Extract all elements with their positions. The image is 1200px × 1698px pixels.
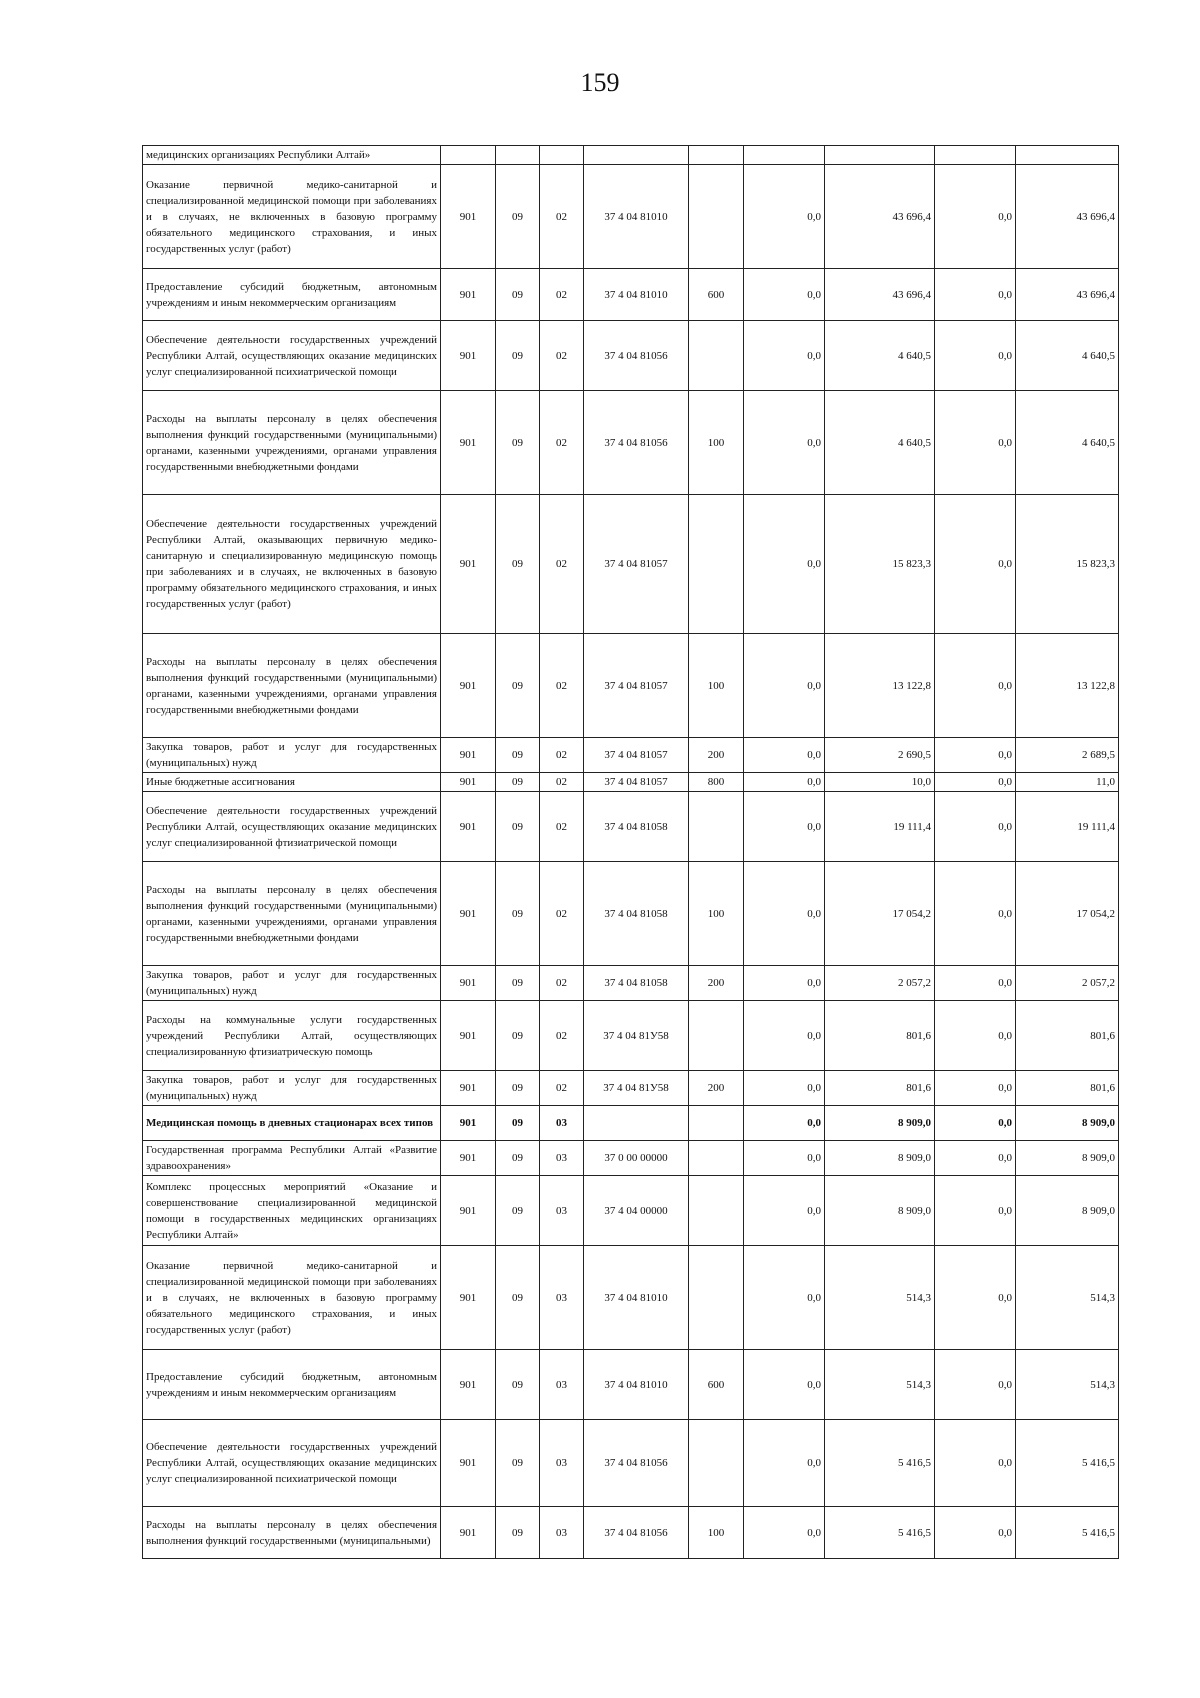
amount-cell: 0,0 — [744, 391, 825, 495]
item-description: Закупка товаров, работ и услуг для государственных (муниципальных) нужд — [143, 966, 441, 1001]
table-row — [143, 1246, 1119, 1350]
target-article-code: 37 4 04 81058 — [584, 792, 689, 862]
amount-cell: 0,0 — [935, 738, 1016, 773]
amount-cell: 2 690,5 — [825, 738, 935, 773]
target-article-code: 37 0 00 00000 — [584, 1141, 689, 1176]
subsection-code: 02 — [540, 738, 584, 773]
admin-code: 901 — [441, 1350, 496, 1420]
table-row — [143, 1141, 1119, 1176]
amount-cell: 4 640,5 — [1016, 321, 1119, 391]
amount-cell: 0,0 — [744, 738, 825, 773]
amount-cell: 0,0 — [744, 634, 825, 738]
subsection-code: 03 — [540, 1246, 584, 1350]
target-article-code: 37 4 04 81010 — [584, 1246, 689, 1350]
item-description: Оказание первичной медико-санитарной и специализированной медицинской помощи при заболеваниях и в случаях, не включенных в базовую программу обязательного медицинского страхования, и иных государственных услуг (работ) — [143, 165, 441, 269]
amount-cell: 0,0 — [935, 1001, 1016, 1071]
expense-type-code: 600 — [689, 269, 744, 321]
target-article-code: 37 4 04 81057 — [584, 634, 689, 738]
admin-code: 901 — [441, 165, 496, 269]
amount-cell: 8 909,0 — [1016, 1106, 1119, 1141]
subsection-code: 02 — [540, 792, 584, 862]
subsection-code: 03 — [540, 1106, 584, 1141]
admin-code: 901 — [441, 1071, 496, 1106]
table-row — [143, 321, 1119, 391]
amount-cell: 801,6 — [825, 1071, 935, 1106]
expense-type-code: 100 — [689, 391, 744, 495]
amount-cell: 0,0 — [744, 1246, 825, 1350]
amount-cell: 2 689,5 — [1016, 738, 1119, 773]
table-row — [143, 1350, 1119, 1420]
amount-cell: 10,0 — [825, 773, 935, 792]
subsection-code: 02 — [540, 1001, 584, 1071]
table-row — [143, 391, 1119, 495]
budget-table — [142, 145, 1119, 1559]
amount-cell: 0,0 — [744, 269, 825, 321]
section-code: 09 — [496, 1106, 540, 1141]
table-row — [143, 634, 1119, 738]
section-code: 09 — [496, 1071, 540, 1106]
table-row — [143, 1071, 1119, 1106]
target-article-code: 37 4 04 81010 — [584, 269, 689, 321]
expense-type-code — [689, 1141, 744, 1176]
amount-cell: 0,0 — [744, 1001, 825, 1071]
amount-cell: 0,0 — [935, 1106, 1016, 1141]
amount-cell: 13 122,8 — [825, 634, 935, 738]
amount-cell — [935, 146, 1016, 165]
amount-cell: 0,0 — [935, 862, 1016, 966]
subsection-code: 02 — [540, 773, 584, 792]
amount-cell: 514,3 — [1016, 1350, 1119, 1420]
amount-cell: 5 416,5 — [825, 1507, 935, 1559]
table-row — [143, 1176, 1119, 1246]
amount-cell: 8 909,0 — [825, 1106, 935, 1141]
amount-cell — [825, 146, 935, 165]
section-code: 09 — [496, 738, 540, 773]
item-description: Обеспечение деятельности государственных учреждений Республики Алтай, оказывающих первичную медико-санитарную и специализированную медицинскую помощь при заболеваниях и в случаях, не включенных в базовую программу обязательного медицинского страхования, и иных государственных услуг (работ) — [143, 495, 441, 634]
admin-code: 901 — [441, 862, 496, 966]
amount-cell: 17 054,2 — [1016, 862, 1119, 966]
section-code: 09 — [496, 495, 540, 634]
amount-cell: 0,0 — [744, 1141, 825, 1176]
amount-cell: 2 057,2 — [825, 966, 935, 1001]
amount-cell: 0,0 — [744, 792, 825, 862]
amount-cell: 5 416,5 — [1016, 1507, 1119, 1559]
amount-cell: 43 696,4 — [825, 165, 935, 269]
amount-cell: 0,0 — [935, 269, 1016, 321]
table-row — [143, 1106, 1119, 1141]
amount-cell: 0,0 — [935, 634, 1016, 738]
section-code: 09 — [496, 321, 540, 391]
admin-code: 901 — [441, 391, 496, 495]
subsection-code: 03 — [540, 1350, 584, 1420]
expense-type-code — [689, 1001, 744, 1071]
amount-cell: 15 823,3 — [1016, 495, 1119, 634]
subsection-code: 02 — [540, 321, 584, 391]
table-row — [143, 966, 1119, 1001]
amount-cell: 0,0 — [935, 1176, 1016, 1246]
table-row — [143, 1507, 1119, 1559]
subsection-code: 02 — [540, 391, 584, 495]
admin-code: 901 — [441, 1001, 496, 1071]
admin-code: 901 — [441, 1507, 496, 1559]
amount-cell: 43 696,4 — [1016, 165, 1119, 269]
item-description: Обеспечение деятельности государственных учреждений Республики Алтай, осуществляющих оказание медицинских услуг специализированной фтизиатрической помощи — [143, 792, 441, 862]
table-row — [143, 773, 1119, 792]
subsection-code: 02 — [540, 966, 584, 1001]
amount-cell: 0,0 — [935, 165, 1016, 269]
expense-type-code: 200 — [689, 966, 744, 1001]
expense-type-code: 100 — [689, 862, 744, 966]
item-description: Обеспечение деятельности государственных учреждений Республики Алтай, осуществляющих оказание медицинских услуг специализированной психиатрической помощи — [143, 1420, 441, 1507]
subsection-code: 03 — [540, 1176, 584, 1246]
page-number: 159 — [580, 68, 620, 97]
target-article-code: 37 4 04 81У58 — [584, 1001, 689, 1071]
subsection-code: 02 — [540, 1071, 584, 1106]
table-row — [143, 738, 1119, 773]
section-code: 09 — [496, 792, 540, 862]
amount-cell: 11,0 — [1016, 773, 1119, 792]
expense-type-code — [689, 165, 744, 269]
target-article-code: 37 4 04 81У58 — [584, 1071, 689, 1106]
expense-type-code — [689, 1106, 744, 1141]
amount-cell: 8 909,0 — [1016, 1176, 1119, 1246]
amount-cell: 13 122,8 — [1016, 634, 1119, 738]
amount-cell: 514,3 — [825, 1246, 935, 1350]
amount-cell: 801,6 — [825, 1001, 935, 1071]
expense-type-code — [689, 146, 744, 165]
amount-cell: 514,3 — [825, 1350, 935, 1420]
amount-cell: 0,0 — [935, 1071, 1016, 1106]
item-description: Расходы на коммунальные услуги государственных учреждений Республики Алтай, осуществляющих специализированную фтизиатрическую помощь — [143, 1001, 441, 1071]
table-row — [143, 1001, 1119, 1071]
expense-type-code: 800 — [689, 773, 744, 792]
amount-cell: 514,3 — [1016, 1246, 1119, 1350]
amount-cell: 8 909,0 — [1016, 1141, 1119, 1176]
amount-cell: 0,0 — [935, 1141, 1016, 1176]
section-code: 09 — [496, 165, 540, 269]
amount-cell: 0,0 — [935, 1350, 1016, 1420]
section-code: 09 — [496, 391, 540, 495]
item-description: Закупка товаров, работ и услуг для государственных (муниципальных) нужд — [143, 1071, 441, 1106]
admin-code: 901 — [441, 634, 496, 738]
admin-code: 901 — [441, 1420, 496, 1507]
expense-type-code: 200 — [689, 738, 744, 773]
amount-cell: 0,0 — [935, 1246, 1016, 1350]
subsection-code: 02 — [540, 269, 584, 321]
amount-cell: 0,0 — [744, 1071, 825, 1106]
target-article-code: 37 4 04 81010 — [584, 1350, 689, 1420]
item-description: Расходы на выплаты персоналу в целях обеспечения выполнения функций государственными (муниципальными) органами, казенными учреждениями, органами управления государственными внебюджетными фондами — [143, 862, 441, 966]
admin-code: 901 — [441, 1246, 496, 1350]
admin-code: 901 — [441, 1106, 496, 1141]
subsection-code — [540, 146, 584, 165]
admin-code: 901 — [441, 1176, 496, 1246]
item-description: Расходы на выплаты персоналу в целях обеспечения выполнения функций государственными (муниципальными) органами, казенными учреждениями, органами управления государственными внебюджетными фондами — [143, 391, 441, 495]
amount-cell: 0,0 — [935, 792, 1016, 862]
admin-code: 901 — [441, 1141, 496, 1176]
table-body — [143, 146, 1119, 1559]
subsection-code: 03 — [540, 1420, 584, 1507]
section-code — [496, 146, 540, 165]
section-code: 09 — [496, 1420, 540, 1507]
target-article-code: 37 4 04 81057 — [584, 773, 689, 792]
target-article-code: 37 4 04 81056 — [584, 1420, 689, 1507]
item-description: Медицинская помощь в дневных стационарах всех типов — [143, 1106, 441, 1141]
table-row — [143, 146, 1119, 165]
amount-cell: 15 823,3 — [825, 495, 935, 634]
admin-code: 901 — [441, 269, 496, 321]
table-row — [143, 495, 1119, 634]
admin-code — [441, 146, 496, 165]
amount-cell — [1016, 146, 1119, 165]
amount-cell: 4 640,5 — [825, 391, 935, 495]
amount-cell: 0,0 — [744, 1176, 825, 1246]
expense-type-code: 100 — [689, 634, 744, 738]
amount-cell: 0,0 — [935, 391, 1016, 495]
amount-cell: 8 909,0 — [825, 1176, 935, 1246]
section-code: 09 — [496, 269, 540, 321]
section-code: 09 — [496, 634, 540, 738]
item-description: Предоставление субсидий бюджетным, автономным учреждениям и иным некоммерческим организациям — [143, 269, 441, 321]
target-article-code: 37 4 04 81057 — [584, 495, 689, 634]
admin-code: 901 — [441, 792, 496, 862]
amount-cell: 0,0 — [744, 321, 825, 391]
amount-cell — [744, 146, 825, 165]
admin-code: 901 — [441, 738, 496, 773]
target-article-code: 37 4 04 81058 — [584, 966, 689, 1001]
amount-cell: 19 111,4 — [825, 792, 935, 862]
target-article-code: 37 4 04 81010 — [584, 165, 689, 269]
expense-type-code — [689, 792, 744, 862]
amount-cell: 0,0 — [935, 1507, 1016, 1559]
amount-cell: 4 640,5 — [1016, 391, 1119, 495]
amount-cell: 0,0 — [744, 165, 825, 269]
section-code: 09 — [496, 1246, 540, 1350]
expense-type-code: 100 — [689, 1507, 744, 1559]
amount-cell: 0,0 — [935, 773, 1016, 792]
expense-type-code: 600 — [689, 1350, 744, 1420]
amount-cell: 2 057,2 — [1016, 966, 1119, 1001]
expense-type-code — [689, 1420, 744, 1507]
item-description: Оказание первичной медико-санитарной и специализированной медицинской помощи при заболеваниях и в случаях, не включенных в базовую программу обязательного медицинского страхования, и иных государственных услуг (работ) — [143, 1246, 441, 1350]
section-code: 09 — [496, 773, 540, 792]
target-article-code: 37 4 04 81056 — [584, 1507, 689, 1559]
target-article-code — [584, 1106, 689, 1141]
subsection-code: 03 — [540, 1141, 584, 1176]
item-description: Иные бюджетные ассигнования — [143, 773, 441, 792]
item-description: Государственная программа Республики Алтай «Развитие здравоохранения» — [143, 1141, 441, 1176]
target-article-code: 37 4 04 81058 — [584, 862, 689, 966]
table-row — [143, 862, 1119, 966]
admin-code: 901 — [441, 773, 496, 792]
subsection-code: 03 — [540, 1507, 584, 1559]
amount-cell: 0,0 — [935, 1420, 1016, 1507]
subsection-code: 02 — [540, 495, 584, 634]
item-description: Комплекс процессных мероприятий «Оказание и совершенствование специализированной медицинской помощи в государственных медицинских организациях Республики Алтай» — [143, 1176, 441, 1246]
target-article-code: 37 4 04 81057 — [584, 738, 689, 773]
amount-cell: 8 909,0 — [825, 1141, 935, 1176]
subsection-code: 02 — [540, 862, 584, 966]
amount-cell: 0,0 — [744, 1507, 825, 1559]
amount-cell: 0,0 — [744, 773, 825, 792]
section-code: 09 — [496, 1001, 540, 1071]
section-code: 09 — [496, 862, 540, 966]
section-code: 09 — [496, 1176, 540, 1246]
target-article-code: 37 4 04 81056 — [584, 321, 689, 391]
amount-cell: 801,6 — [1016, 1001, 1119, 1071]
section-code: 09 — [496, 1350, 540, 1420]
amount-cell: 4 640,5 — [825, 321, 935, 391]
amount-cell: 5 416,5 — [1016, 1420, 1119, 1507]
table-row — [143, 792, 1119, 862]
subsection-code: 02 — [540, 165, 584, 269]
amount-cell: 5 416,5 — [825, 1420, 935, 1507]
amount-cell: 43 696,4 — [1016, 269, 1119, 321]
expense-type-code: 200 — [689, 1071, 744, 1106]
amount-cell: 0,0 — [744, 1350, 825, 1420]
amount-cell: 0,0 — [744, 862, 825, 966]
amount-cell: 43 696,4 — [825, 269, 935, 321]
expense-type-code — [689, 1176, 744, 1246]
section-code: 09 — [496, 1507, 540, 1559]
amount-cell: 0,0 — [935, 321, 1016, 391]
admin-code: 901 — [441, 966, 496, 1001]
target-article-code: 37 4 04 81056 — [584, 391, 689, 495]
item-description: медицинских организациях Республики Алтай» — [143, 146, 441, 165]
table-row — [143, 269, 1119, 321]
expense-type-code — [689, 1246, 744, 1350]
amount-cell: 0,0 — [744, 1420, 825, 1507]
section-code: 09 — [496, 1141, 540, 1176]
amount-cell: 801,6 — [1016, 1071, 1119, 1106]
target-article-code — [584, 146, 689, 165]
item-description: Расходы на выплаты персоналу в целях обеспечения выполнения функций государственными (муниципальными) органами, казенными учреждениями, органами управления государственными внебюджетными фондами — [143, 634, 441, 738]
section-code: 09 — [496, 966, 540, 1001]
admin-code: 901 — [441, 495, 496, 634]
amount-cell: 0,0 — [744, 966, 825, 1001]
item-description: Обеспечение деятельности государственных учреждений Республики Алтай, осуществляющих оказание медицинских услуг специализированной психиатрической помощи — [143, 321, 441, 391]
item-description: Расходы на выплаты персоналу в целях обеспечения выполнения функций государственными (муниципальными) — [143, 1507, 441, 1559]
admin-code: 901 — [441, 321, 496, 391]
amount-cell: 0,0 — [935, 495, 1016, 634]
amount-cell: 0,0 — [744, 495, 825, 634]
target-article-code: 37 4 04 00000 — [584, 1176, 689, 1246]
table-row — [143, 165, 1119, 269]
item-description: Закупка товаров, работ и услуг для государственных (муниципальных) нужд — [143, 738, 441, 773]
amount-cell: 0,0 — [744, 1106, 825, 1141]
expense-type-code — [689, 321, 744, 391]
subsection-code: 02 — [540, 634, 584, 738]
table-row — [143, 1420, 1119, 1507]
item-description: Предоставление субсидий бюджетным, автономным учреждениям и иным некоммерческим организациям — [143, 1350, 441, 1420]
amount-cell: 19 111,4 — [1016, 792, 1119, 862]
expense-type-code — [689, 495, 744, 634]
amount-cell: 17 054,2 — [825, 862, 935, 966]
amount-cell: 0,0 — [935, 966, 1016, 1001]
